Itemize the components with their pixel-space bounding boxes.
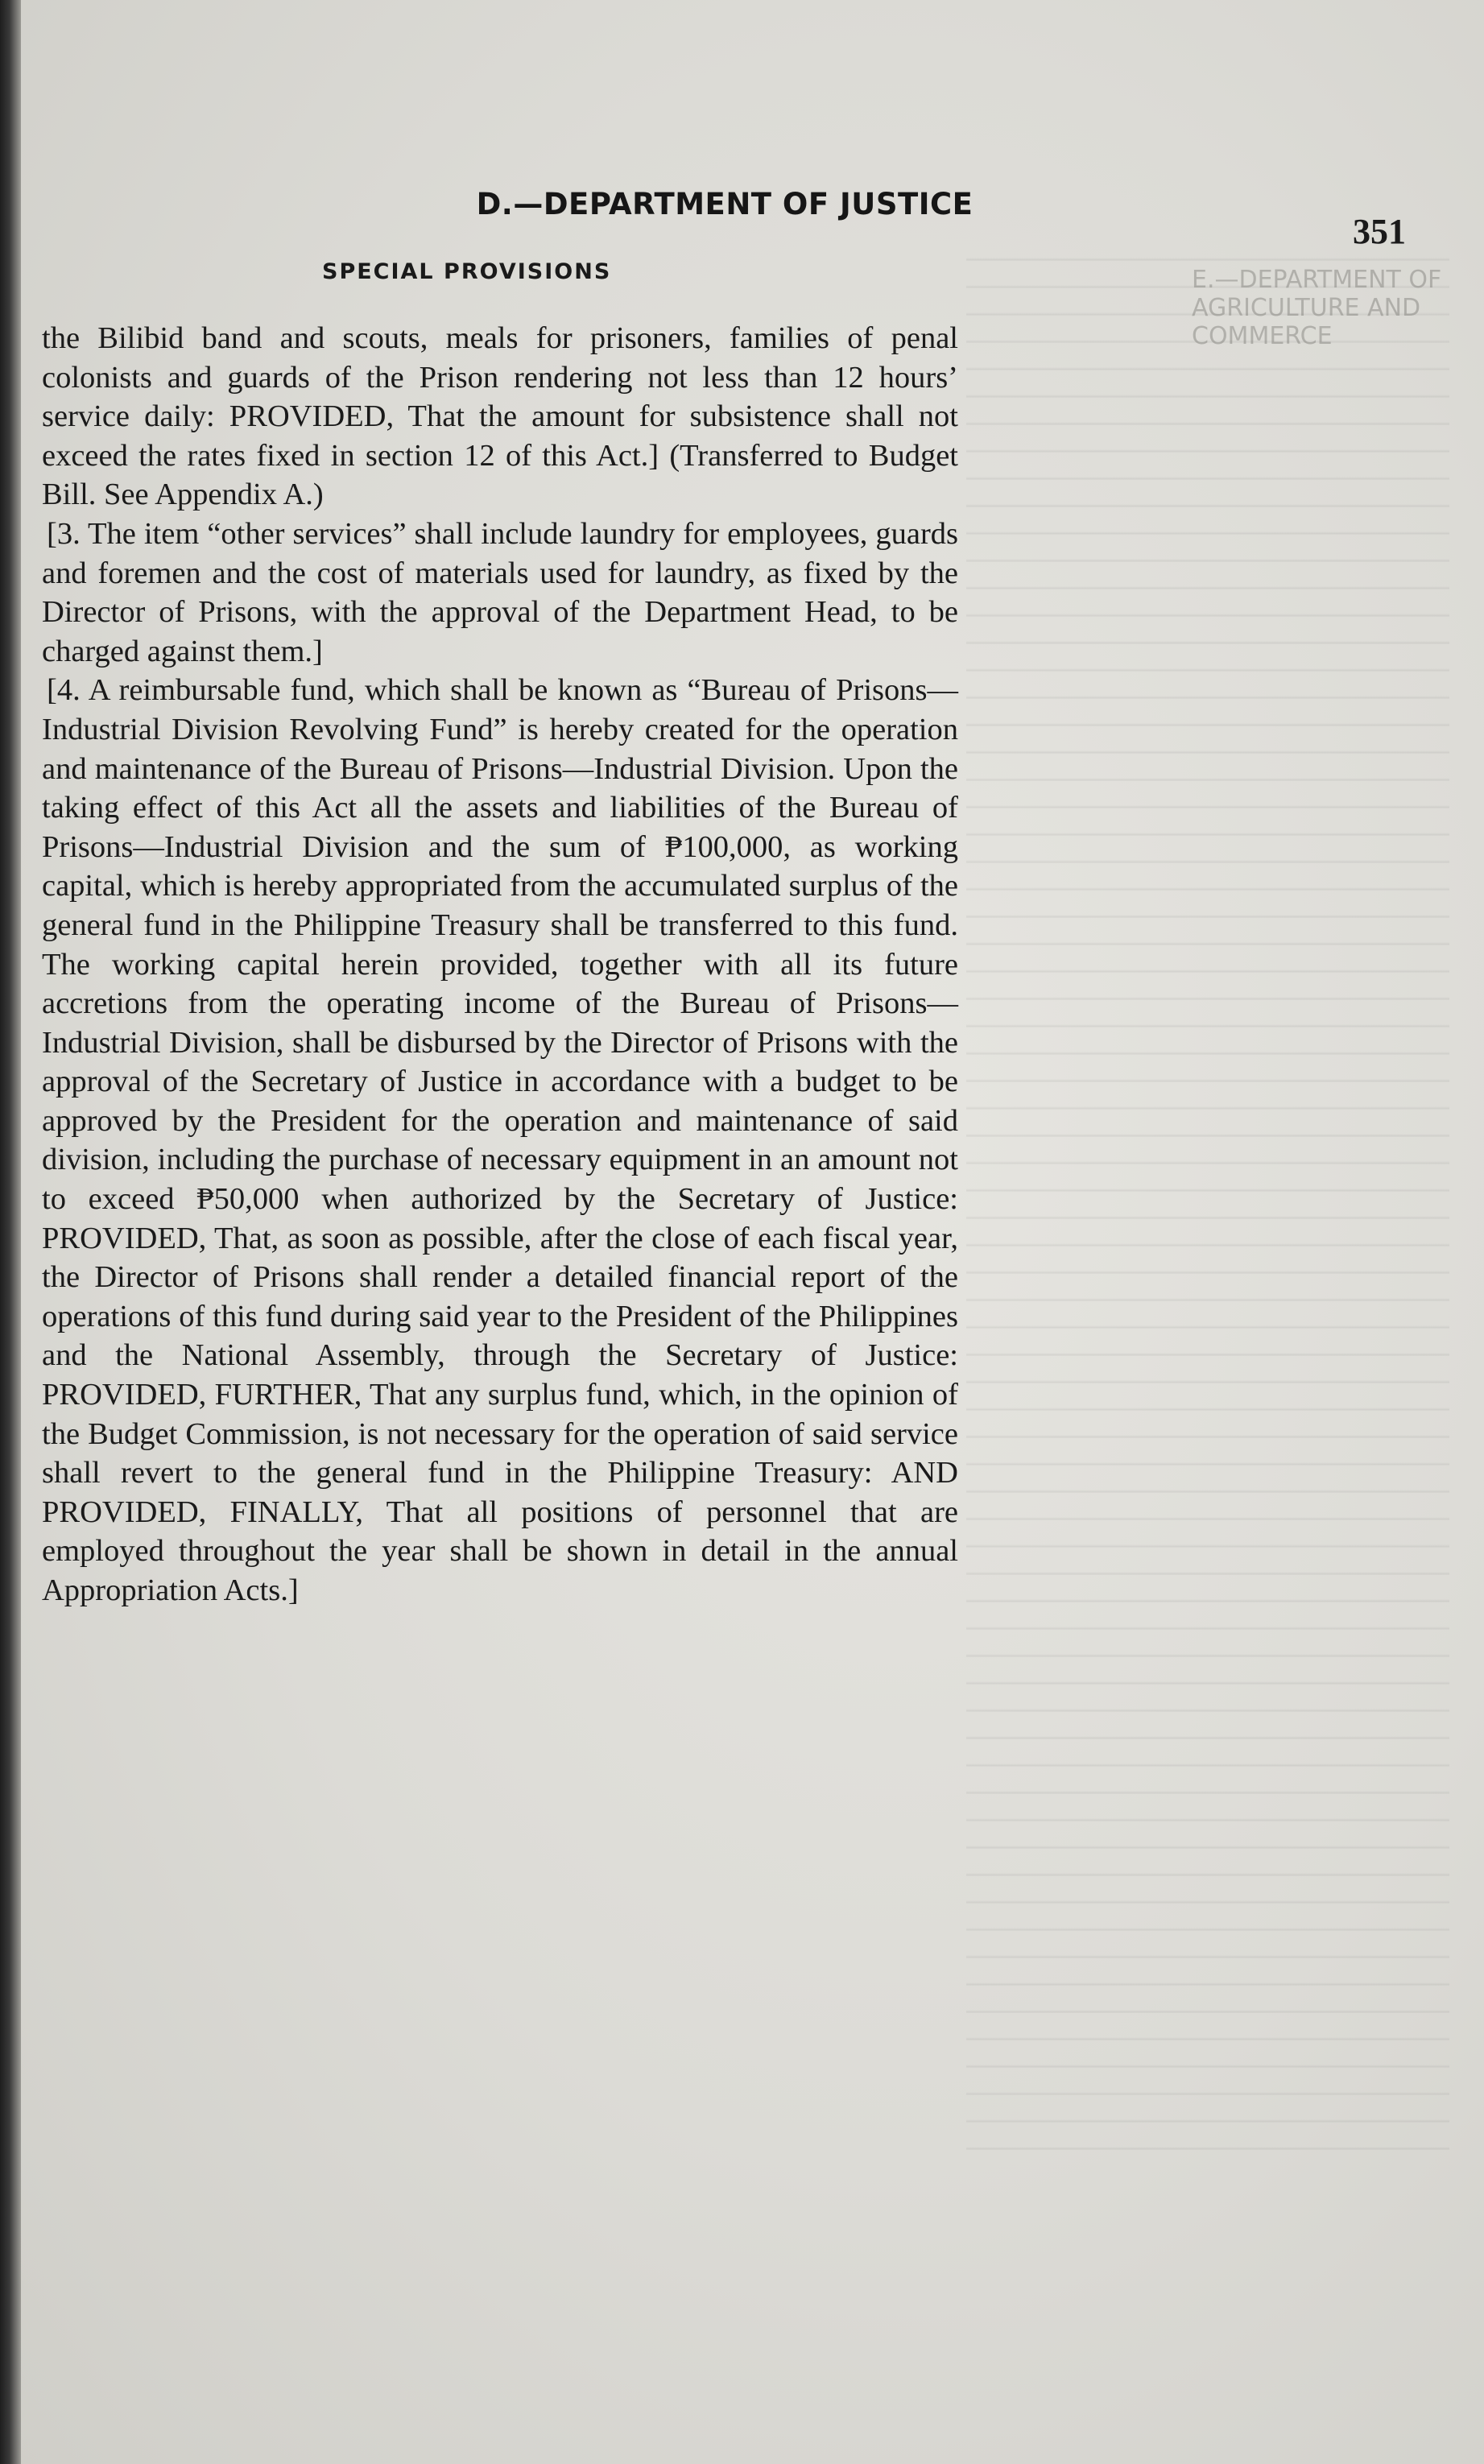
page-header-title: D.—DEPARTMENT OF JUSTICE: [476, 187, 973, 221]
body-text: [42, 319, 958, 1610]
page-number: 351: [1353, 212, 1406, 251]
paragraph-continued: the Bilibid band and scouts, meals for prisoners, families of penal colonists and guards of the Prison rendering not less than 12 hours’ service daily: PROVIDED, That the amount for subsistence shall not exceed the rates fixed in section 12 of this Act.] (Transferred to Budget Bill. See Appendix A.): [42, 321, 958, 512]
section-heading: SPECIAL PROVISIONS: [322, 259, 612, 284]
bleed-through-title: E.—DEPARTMENT OF AGRICULTURE AND COMMERCE: [1192, 266, 1442, 350]
bleed-through-texture: [966, 242, 1449, 2174]
paragraph-provision-4: [4. A reimbursable fund, which shall be known as “Bureau of Prisons—Industrial Division Revolving Fund” is hereby created for the operation and maintenance of the Bureau of Prisons—Industrial Division. Upon the taking effect of this Act all the assets and liabilities of the Bureau of Prisons—Industrial Division and the sum of ₱100,000, as working capital, which is hereby appropriated from the accumulated surplus of the general fund in the Philippine Treasury shall be transferred to this fund. The working capital herein provided, together with all its future accretions from the operating income of the Bureau of Prisons—Industrial Division, shall be disbursed by the Director of Prisons with the approval of the Secretary of Justice in accordance with a budget to be approved by the President for the operation and maintenance of said division, including the purchase of necessary equipment in an amount not to exceed ₱50,000 when authorized by the Secretary of Justice: PROVIDED, That, as soon as possible, after the close of each fiscal year, the Director of Prisons shall render a detailed financial report of the operations of this fund during said year to the President of the Philippines and the National Assembly, through the Secretary of Justice: PROVIDED, FURTHER, That any surplus fund, which, in the opinion of the Budget Commission, is not necessary for the operation of said service shall revert to the general fund in the Philippine Treasury: AND PROVIDED, FINALLY, That all positions of personnel that are employed throughout the year shall be shown in detail in the annual Appropriation Acts.]: [42, 673, 958, 1607]
binding-edge: [0, 0, 21, 2464]
paragraph-provision-3: [3. The item “other services” shall include laundry for employees, guards and foremen and the cost of materials used for laundry, as fixed by the Director of Prisons, with the approval of the Department Head, to be charged against them.]: [42, 516, 958, 668]
